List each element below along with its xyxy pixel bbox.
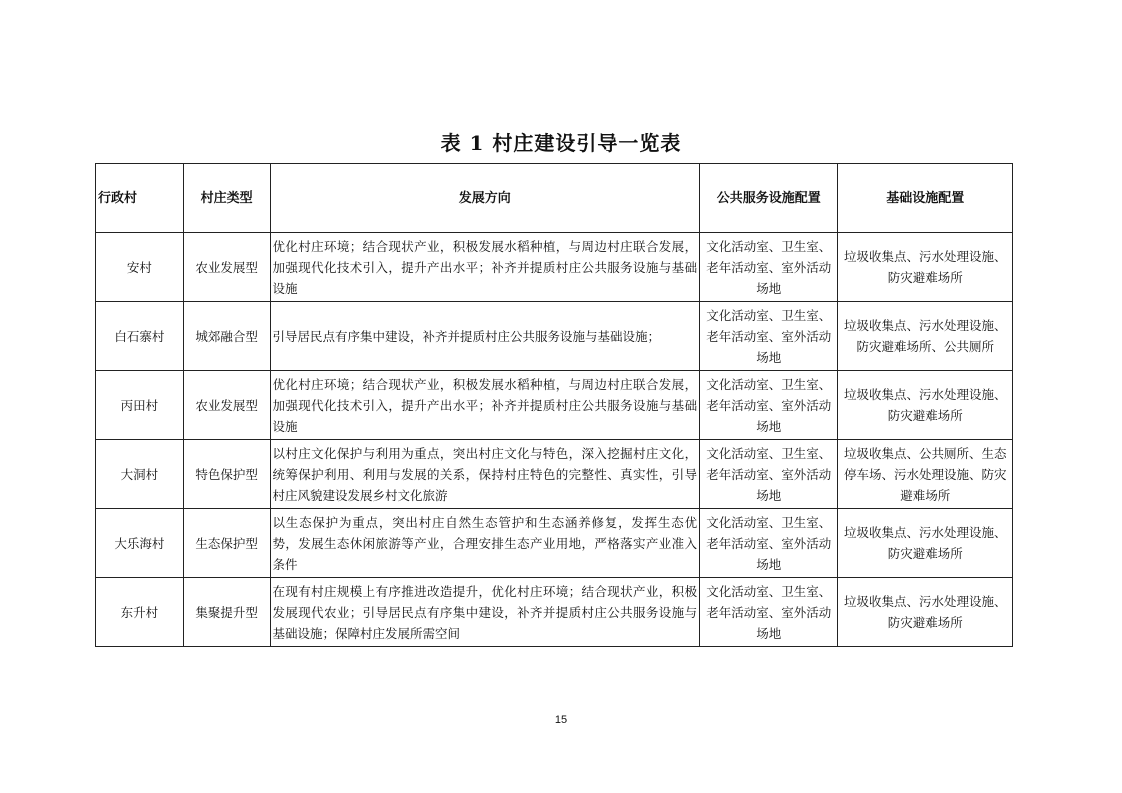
cell-infrastructure: 垃圾收集点、污水处理设施、防灾避难场所 (838, 371, 1013, 440)
cell-type: 特色保护型 (183, 440, 270, 509)
header-infrastructure: 基础设施配置 (838, 164, 1013, 233)
cell-direction: 以村庄文化保护与利用为重点，突出村庄文化与特色，深入挖掘村庄文化，统筹保护利用、利用与发展的关系，保持村庄特色的完整性、真实性，引导村庄风貌建设发展乡村文化旅游 (270, 440, 700, 509)
header-village: 行政村 (96, 164, 184, 233)
cell-village: 安村 (96, 233, 184, 302)
cell-infrastructure: 垃圾收集点、公共厕所、生态停车场、污水处理设施、防灾避难场所 (838, 440, 1013, 509)
table-row (96, 440, 1013, 509)
cell-village: 白石寨村 (96, 302, 184, 371)
cell-type: 农业发展型 (183, 233, 270, 302)
table-row (96, 509, 1013, 578)
cell-services: 文化活动室、卫生室、老年活动室、室外活动场地 (700, 233, 838, 302)
cell-type: 集聚提升型 (183, 578, 270, 647)
cell-services: 文化活动室、卫生室、老年活动室、室外活动场地 (700, 440, 838, 509)
table-header-row (96, 164, 1013, 233)
cell-village: 丙田村 (96, 371, 184, 440)
cell-direction: 以生态保护为重点，突出村庄自然生态管护和生态涵养修复，发挥生态优势，发展生态休闲旅游等产业，合理安排生态产业用地，严格落实产业准入条件 (270, 509, 700, 578)
cell-direction: 优化村庄环境；结合现状产业，积极发展水稻种植，与周边村庄联合发展，加强现代化技术引入，提升产出水平；补齐并提质村庄公共服务设施与基础设施 (270, 233, 700, 302)
cell-services: 文化活动室、卫生室、老年活动室、室外活动场地 (700, 509, 838, 578)
header-type: 村庄类型 (183, 164, 270, 233)
village-guidance-table (95, 163, 1013, 647)
cell-infrastructure: 垃圾收集点、污水处理设施、防灾避难场所、公共厕所 (838, 302, 1013, 371)
table-row (96, 302, 1013, 371)
cell-type: 生态保护型 (183, 509, 270, 578)
cell-village: 大乐海村 (96, 509, 184, 578)
cell-direction: 引导居民点有序集中建设，补齐并提质村庄公共服务设施与基础设施； (270, 302, 700, 371)
cell-direction: 优化村庄环境；结合现状产业，积极发展水稻种植，与周边村庄联合发展，加强现代化技术引入，提升产出水平；补齐并提质村庄公共服务设施与基础设施 (270, 371, 700, 440)
cell-services: 文化活动室、卫生室、老年活动室、室外活动场地 (700, 578, 838, 647)
cell-type: 城郊融合型 (183, 302, 270, 371)
header-services: 公共服务设施配置 (700, 164, 838, 233)
cell-direction: 在现有村庄规模上有序推进改造提升，优化村庄环境；结合现状产业，积极发展现代农业；引导居民点有序集中建设，补齐并提质村庄公共服务设施与基础设施；保障村庄发展所需空间 (270, 578, 700, 647)
cell-village: 东升村 (96, 578, 184, 647)
cell-services: 文化活动室、卫生室、老年活动室、室外活动场地 (700, 302, 838, 371)
cell-type: 农业发展型 (183, 371, 270, 440)
header-direction: 发展方向 (270, 164, 700, 233)
cell-infrastructure: 垃圾收集点、污水处理设施、防灾避难场所 (838, 233, 1013, 302)
table-row (96, 371, 1013, 440)
cell-services: 文化活动室、卫生室、老年活动室、室外活动场地 (700, 371, 838, 440)
cell-village: 大洞村 (96, 440, 184, 509)
table-title: 表 1 村庄建设引导一览表 (440, 131, 682, 155)
table-row (96, 233, 1013, 302)
table-row (96, 578, 1013, 647)
page-number: 15 (554, 714, 568, 726)
cell-infrastructure: 垃圾收集点、污水处理设施、防灾避难场所 (838, 509, 1013, 578)
cell-infrastructure: 垃圾收集点、污水处理设施、防灾避难场所 (838, 578, 1013, 647)
